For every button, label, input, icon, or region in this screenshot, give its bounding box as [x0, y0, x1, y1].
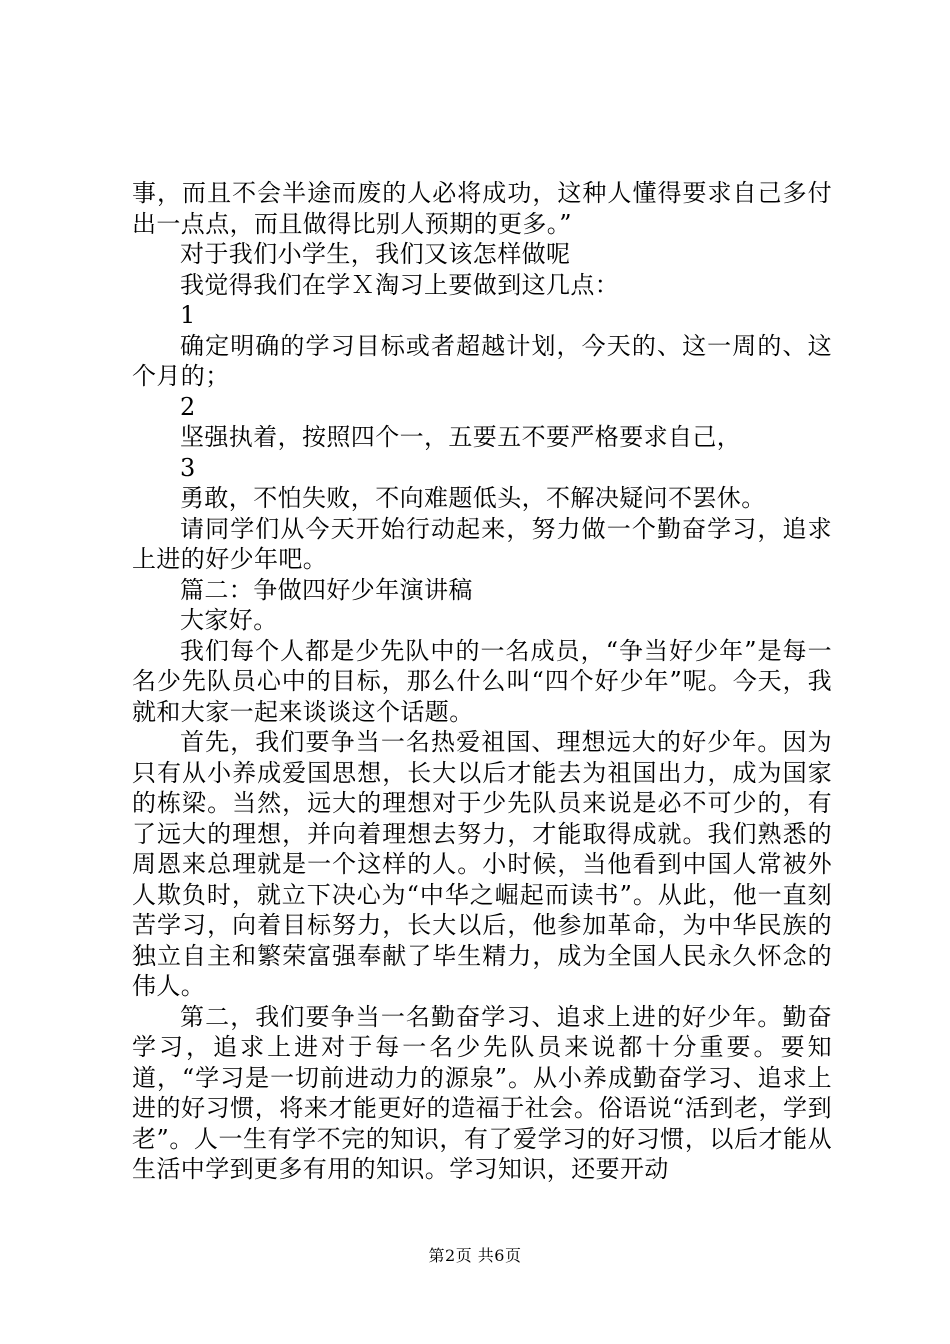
paragraph-call-to-action: 请同学们从今天开始行动起来，努力做一个勤奋学习，追求上进的好少年吧。: [132, 514, 832, 573]
document-body: [132, 178, 832, 1185]
section-heading: 篇二：争做四好少年演讲稿: [180, 575, 473, 604]
paragraph-question: 对于我们小学生，我们又该怎样做呢: [180, 240, 571, 268]
list-item-3: 勇敢，不怕失败，不向难题低头，不解决疑问不罢休。: [180, 484, 766, 512]
list-number-2: 2: [180, 392, 196, 421]
paragraph-continuation: 事，而且不会半途而废的人必将成功，这种人懂得要求自己多付出一点点，而且做得比别人预期的更多。”: [132, 179, 832, 238]
paragraph-greeting: 大家好。: [180, 606, 278, 634]
paragraph-points-intro: 我觉得我们在学Ｘ淘习上要做到这几点：: [180, 270, 620, 299]
paragraph-first-point: 首先，我们要争当一名热爱祖国、理想远大的好少年。因为只有从小养成爱国思想，长大以后才能去为祖国出力，成为国家的栋梁。当然，远大的理想对于少先队员来说是必不可少的，有了远大的理想，并向着理想去努力，才能取得成就。我们熟悉的周恩来总理就是一个这样的人。小时候，当他看到中国人常被外人欺负时，就立下决心为“中华之崛起而读书”。从此，他一直刻苦学习，向着目标努力，长大以后，他参加革命，为中华民族的独立自主和繁荣富强奉献了毕生精力，成为全国人民永久怀念的伟人。: [132, 728, 832, 1000]
list-number-1: 1: [180, 301, 196, 329]
list-item-2: 坚强执着，按照四个一，五要五不要严格要求自己，: [180, 423, 742, 451]
list-item-1: 确定明确的学习目标或者超越计划，今天的、这一周的、这个月的；: [132, 331, 832, 390]
list-number-3: 3: [180, 453, 196, 482]
page-number-footer: 第2页 共6页: [428, 1246, 522, 1265]
paragraph-second-point: 第二，我们要争当一名勤奋学习、追求上进的好少年。勤奋学习，追求上进对于每一名少先队员来说都十分重要。要知道，“学习是一切前进动力的源泉”。从小养成勤奋学习、追求上进的好习惯，将来才能更好的造福于社会。俗语说“活到老，学到老”。人一生有学不完的知识，有了爱学习的好习惯，以后才能从生活中学到更多有用的知识。学习知识，还要开动: [132, 1002, 832, 1183]
paragraph-intro: 我们每个人都是少先队中的一名成员，“争当好少年”是每一名少先队员心中的目标，那么什么叫“四个好少年”呢。今天，我就和大家一起来谈谈这个话题。: [132, 636, 832, 726]
